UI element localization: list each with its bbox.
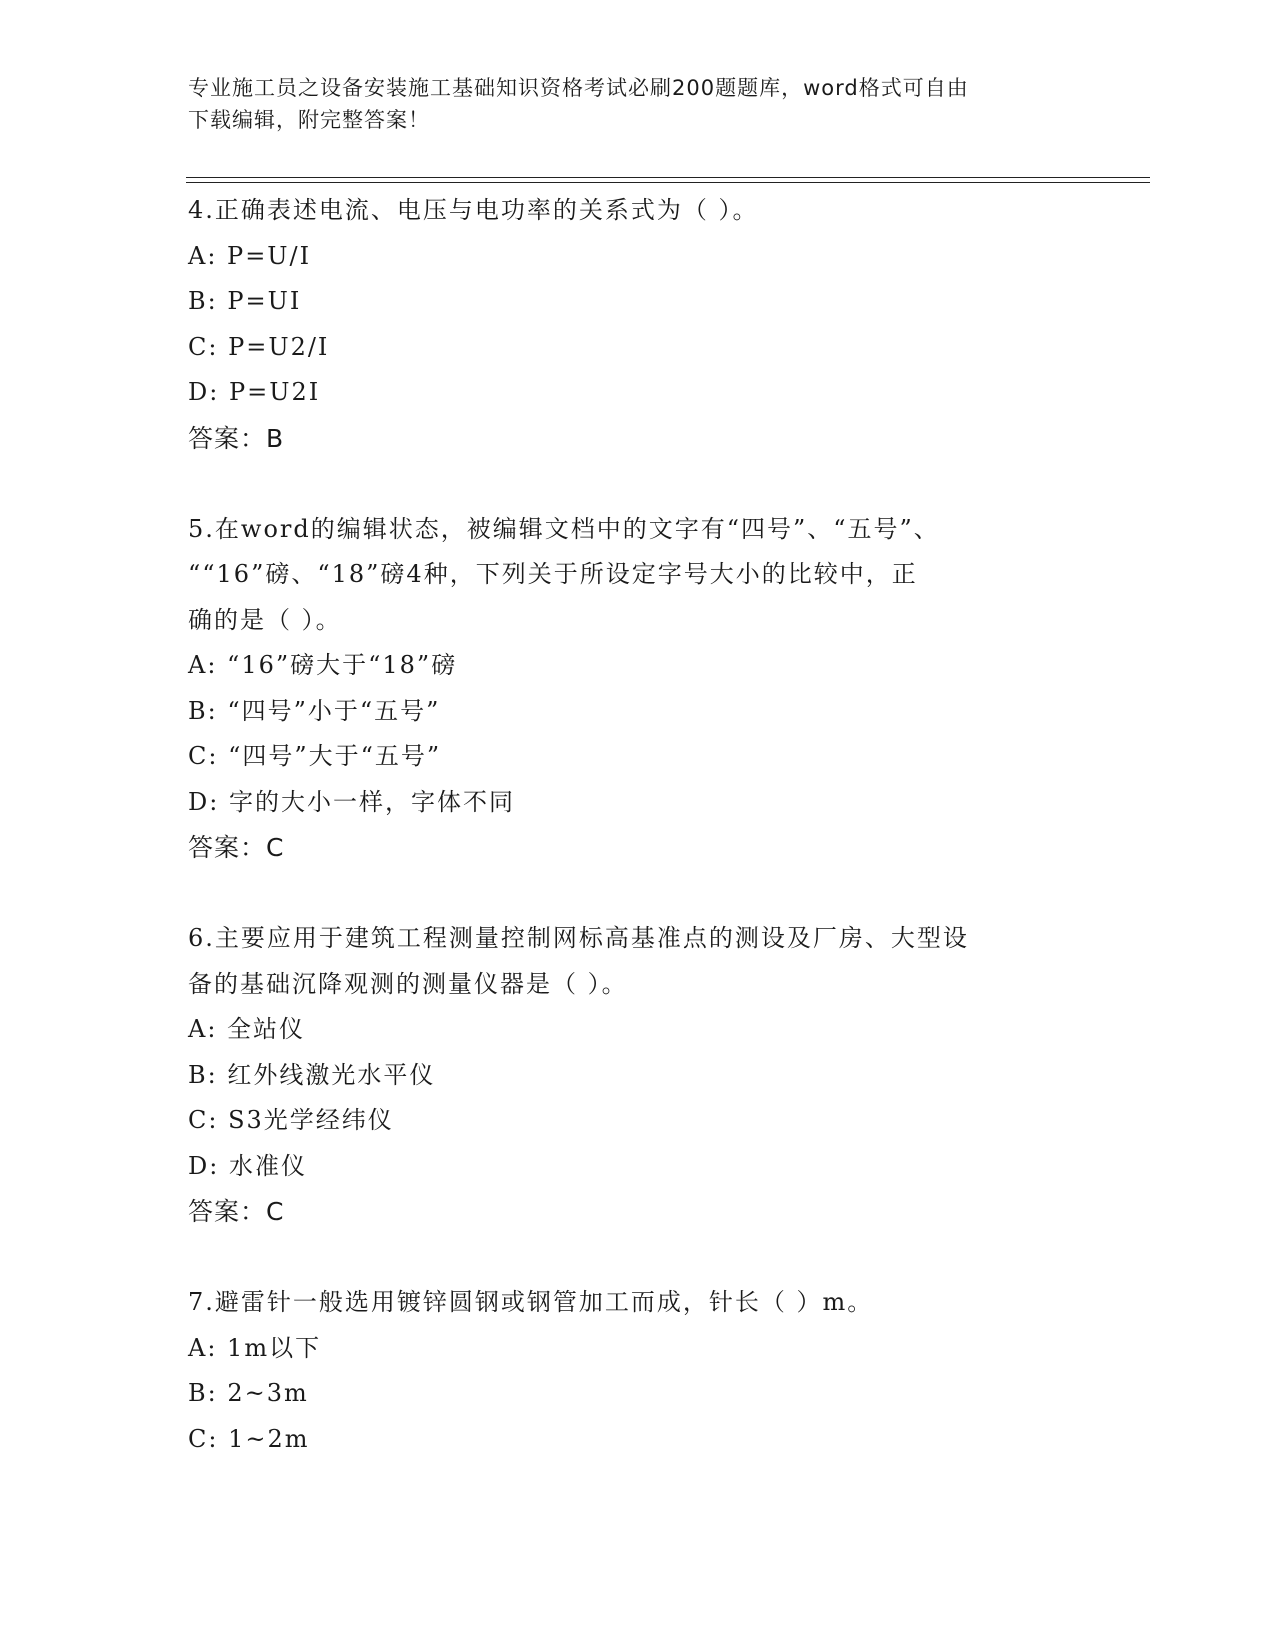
question-stem: ““16”磅、“18”磅4种，下列关于所设定字号大小的比较中，正 [188, 560, 918, 588]
question-stem: 5.在word的编辑状态，被编辑文档中的文字有“四号”、“五号”、 [188, 514, 940, 543]
option-a: A: “16”磅大于“18”磅 [188, 651, 458, 679]
option-a: A: 全站仪 [188, 1015, 306, 1043]
question-7 [188, 1280, 1088, 1462]
option-c: C: S3光学经纬仪 [188, 1106, 394, 1134]
option-d: D: 水准仪 [188, 1151, 307, 1180]
question-5 [188, 507, 1088, 871]
question-6 [188, 916, 1088, 1235]
option-c: C: 1~2m [188, 1424, 310, 1453]
question-stem: 6.主要应用于建筑工程测量控制网标高基准点的测设及厂房、大型设 [188, 924, 969, 952]
document-header [188, 72, 1088, 136]
option-d: D: P=U2I [188, 378, 321, 406]
option-a: A: P=U/I [188, 241, 312, 270]
option-b: B: 2~3m [188, 1379, 309, 1407]
question-list [188, 188, 1088, 1462]
option-b: B: “四号”小于“五号” [188, 696, 441, 725]
question-spacer [188, 461, 1088, 507]
header-divider-top [186, 177, 1150, 178]
question-stem: 确的是（ ）。 [188, 605, 342, 634]
question-stem: 备的基础沉降观测的测量仪器是（ ）。 [188, 969, 628, 998]
answer-line: 答案：B [188, 423, 285, 453]
answer-line: 答案：C [188, 833, 285, 862]
header-line-2: 下载编辑，附完整答案！ [188, 108, 430, 132]
option-b: B: P=UI [188, 287, 302, 315]
question-stem: 4.正确表述电流、电压与电功率的关系式为（ ）。 [188, 196, 759, 224]
header-divider-bottom [186, 182, 1150, 183]
option-c: C: “四号”大于“五号” [188, 742, 442, 770]
option-d: D: 字的大小一样，字体不同 [188, 787, 515, 816]
question-spacer [188, 1235, 1088, 1281]
header-line-1: 专业施工员之设备安装施工基础知识资格考试必刷200题题库，word格式可自由 [188, 76, 969, 100]
question-spacer [188, 871, 1088, 917]
option-a: A: 1m以下 [188, 1333, 322, 1362]
question-4 [188, 188, 1088, 461]
answer-line: 答案：C [188, 1197, 285, 1226]
option-b: B: 红外线激光水平仪 [188, 1060, 436, 1089]
question-stem: 7.避雷针一般选用镀锌圆钢或钢管加工而成，针长（ ）m。 [188, 1288, 874, 1316]
option-c: C: P=U2/I [188, 332, 330, 361]
